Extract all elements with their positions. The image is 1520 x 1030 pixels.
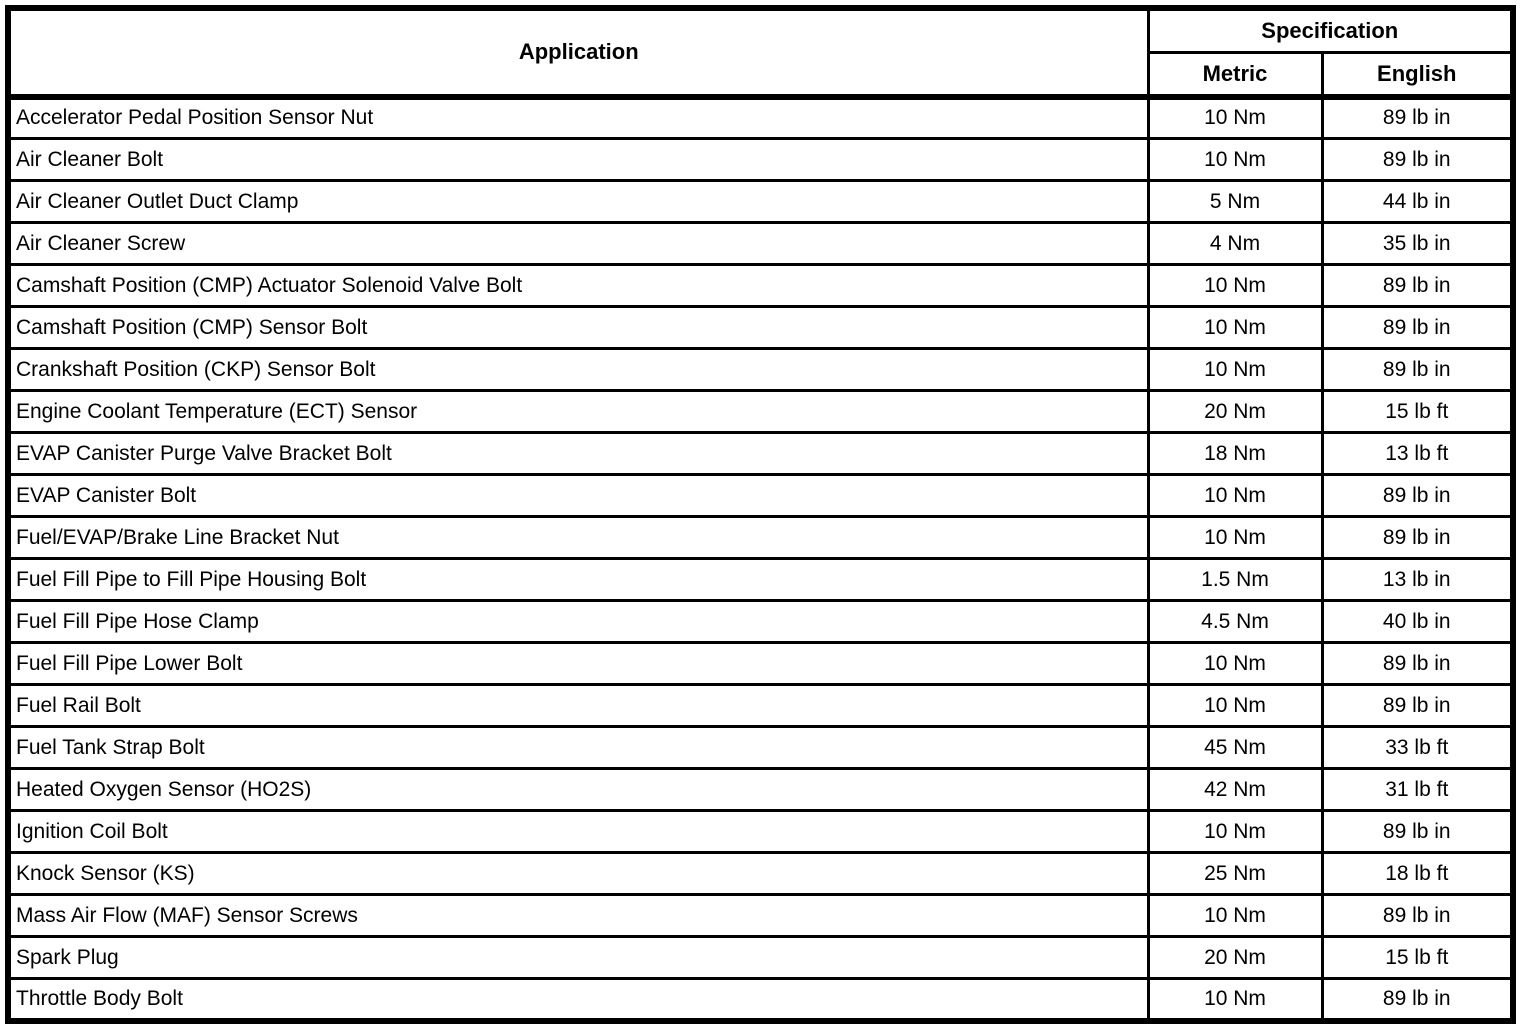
english-cell: 15 lb ft xyxy=(1322,391,1513,433)
application-cell: Fuel Fill Pipe Lower Bolt xyxy=(8,643,1148,685)
table-row xyxy=(8,853,1513,895)
metric-cell: 45 Nm xyxy=(1148,727,1322,769)
english-cell: 18 lb ft xyxy=(1322,853,1513,895)
metric-cell: 4 Nm xyxy=(1148,223,1322,265)
table-row xyxy=(8,727,1513,769)
application-cell: Fuel Fill Pipe to Fill Pipe Housing Bolt xyxy=(8,559,1148,601)
table-row xyxy=(8,433,1513,475)
english-cell: 31 lb ft xyxy=(1322,769,1513,811)
metric-cell: 10 Nm xyxy=(1148,979,1322,1021)
metric-cell: 10 Nm xyxy=(1148,643,1322,685)
application-cell: Knock Sensor (KS) xyxy=(8,853,1148,895)
metric-column-header: Metric xyxy=(1148,53,1322,97)
english-cell: 89 lb in xyxy=(1322,979,1513,1021)
english-cell: 33 lb ft xyxy=(1322,727,1513,769)
english-cell: 89 lb in xyxy=(1322,811,1513,853)
english-cell: 89 lb in xyxy=(1322,349,1513,391)
metric-cell: 10 Nm xyxy=(1148,349,1322,391)
application-cell: Fuel Fill Pipe Hose Clamp xyxy=(8,601,1148,643)
english-cell: 13 lb ft xyxy=(1322,433,1513,475)
application-column-header: Application xyxy=(8,8,1148,97)
application-cell: Camshaft Position (CMP) Sensor Bolt xyxy=(8,307,1148,349)
english-cell: 89 lb in xyxy=(1322,643,1513,685)
metric-cell: 10 Nm xyxy=(1148,811,1322,853)
application-cell: Accelerator Pedal Position Sensor Nut xyxy=(8,97,1148,139)
metric-cell: 20 Nm xyxy=(1148,937,1322,979)
table-row xyxy=(8,349,1513,391)
table-row xyxy=(8,307,1513,349)
table-row xyxy=(8,265,1513,307)
application-cell: Fuel Rail Bolt xyxy=(8,685,1148,727)
english-cell: 89 lb in xyxy=(1322,307,1513,349)
application-cell: Mass Air Flow (MAF) Sensor Screws xyxy=(8,895,1148,937)
table-row xyxy=(8,895,1513,937)
application-cell: EVAP Canister Bolt xyxy=(8,475,1148,517)
metric-cell: 10 Nm xyxy=(1148,97,1322,139)
english-cell: 35 lb in xyxy=(1322,223,1513,265)
english-cell: 15 lb ft xyxy=(1322,937,1513,979)
table-row xyxy=(8,139,1513,181)
metric-cell: 18 Nm xyxy=(1148,433,1322,475)
application-cell: Heated Oxygen Sensor (HO2S) xyxy=(8,769,1148,811)
application-cell: Engine Coolant Temperature (ECT) Sensor xyxy=(8,391,1148,433)
table-row xyxy=(8,769,1513,811)
english-column-header: English xyxy=(1322,53,1513,97)
english-cell: 13 lb in xyxy=(1322,559,1513,601)
table-row xyxy=(8,643,1513,685)
metric-cell: 10 Nm xyxy=(1148,475,1322,517)
specification-column-group-header: Specification xyxy=(1148,8,1513,53)
english-cell: 89 lb in xyxy=(1322,97,1513,139)
metric-cell: 10 Nm xyxy=(1148,265,1322,307)
metric-cell: 10 Nm xyxy=(1148,895,1322,937)
table-row xyxy=(8,517,1513,559)
metric-cell: 4.5 Nm xyxy=(1148,601,1322,643)
english-cell: 89 lb in xyxy=(1322,265,1513,307)
header-row-specification xyxy=(8,8,1513,53)
english-cell: 89 lb in xyxy=(1322,685,1513,727)
application-cell: Crankshaft Position (CKP) Sensor Bolt xyxy=(8,349,1148,391)
application-cell: EVAP Canister Purge Valve Bracket Bolt xyxy=(8,433,1148,475)
application-cell: Throttle Body Bolt xyxy=(8,979,1148,1021)
table-row xyxy=(8,685,1513,727)
english-cell: 89 lb in xyxy=(1322,139,1513,181)
table-header xyxy=(8,8,1513,97)
table-row xyxy=(8,181,1513,223)
metric-cell: 10 Nm xyxy=(1148,139,1322,181)
metric-cell: 1.5 Nm xyxy=(1148,559,1322,601)
english-cell: 89 lb in xyxy=(1322,895,1513,937)
metric-cell: 25 Nm xyxy=(1148,853,1322,895)
table-row xyxy=(8,97,1513,139)
english-cell: 40 lb in xyxy=(1322,601,1513,643)
english-cell: 89 lb in xyxy=(1322,517,1513,559)
metric-cell: 42 Nm xyxy=(1148,769,1322,811)
metric-cell: 5 Nm xyxy=(1148,181,1322,223)
table-row xyxy=(8,979,1513,1021)
application-cell: Fuel/EVAP/Brake Line Bracket Nut xyxy=(8,517,1148,559)
table-row xyxy=(8,601,1513,643)
english-cell: 89 lb in xyxy=(1322,475,1513,517)
table-row xyxy=(8,811,1513,853)
table-row xyxy=(8,391,1513,433)
torque-specification-table xyxy=(5,5,1516,1024)
application-cell: Air Cleaner Outlet Duct Clamp xyxy=(8,181,1148,223)
application-cell: Camshaft Position (CMP) Actuator Solenoid Valve Bolt xyxy=(8,265,1148,307)
application-cell: Air Cleaner Bolt xyxy=(8,139,1148,181)
english-cell: 44 lb in xyxy=(1322,181,1513,223)
metric-cell: 10 Nm xyxy=(1148,685,1322,727)
table-row xyxy=(8,937,1513,979)
table-body xyxy=(8,97,1513,1021)
application-cell: Air Cleaner Screw xyxy=(8,223,1148,265)
application-cell: Spark Plug xyxy=(8,937,1148,979)
application-cell: Fuel Tank Strap Bolt xyxy=(8,727,1148,769)
table-row xyxy=(8,475,1513,517)
table-row xyxy=(8,223,1513,265)
table-row xyxy=(8,559,1513,601)
metric-cell: 20 Nm xyxy=(1148,391,1322,433)
application-cell: Ignition Coil Bolt xyxy=(8,811,1148,853)
metric-cell: 10 Nm xyxy=(1148,307,1322,349)
metric-cell: 10 Nm xyxy=(1148,517,1322,559)
